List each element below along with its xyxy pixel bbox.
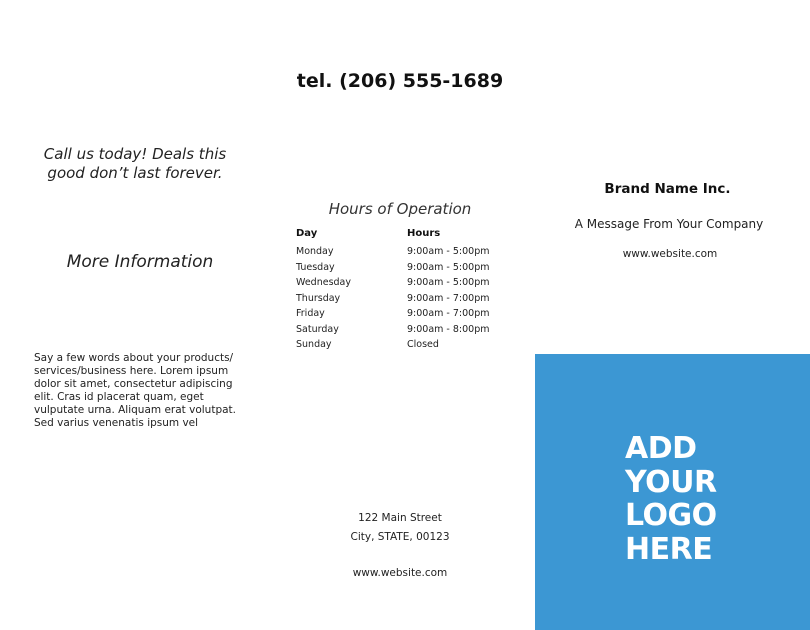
address-city-state: City, STATE, 00123	[350, 531, 450, 543]
blurb-line: services/business here. Lorem ipsum	[34, 365, 229, 377]
website-right: www.website.com	[622, 248, 718, 260]
hours-of-operation-title: Hours of Operation	[328, 200, 472, 218]
hours-row	[296, 337, 507, 353]
hours-row	[296, 275, 507, 291]
day-column-header: Day	[296, 228, 318, 239]
tagline-line-1: Call us today! Deals this	[43, 145, 227, 163]
tagline-line-2: good don’t last forever.	[47, 164, 223, 182]
logo-line: ADD	[625, 431, 697, 466]
address-street: 122 Main Street	[358, 512, 442, 524]
day-cell: Monday	[296, 246, 334, 258]
hours-row	[296, 291, 507, 307]
logo-placeholder	[535, 354, 810, 630]
hours-cell: 9:00am - 7:00pm	[407, 292, 490, 304]
logo-line: LOGO	[625, 498, 717, 533]
brand-name: Brand Name Inc.	[604, 181, 731, 197]
hours-header-row	[296, 228, 507, 244]
blurb-line: elit. Cras id placerat quam, eget	[34, 391, 204, 403]
company-message: A Message From Your Company	[574, 217, 764, 231]
blurb-line: vulputate urna. Aliquam erat volutpat.	[34, 404, 237, 416]
logo-line: YOUR	[625, 464, 717, 500]
hours-row	[296, 260, 507, 276]
hours-cell: Closed	[407, 339, 439, 351]
hours-cell: 9:00am - 5:00pm	[407, 277, 490, 289]
hours-row	[296, 306, 507, 322]
day-cell: Friday	[296, 308, 325, 320]
day-cell: Wednesday	[296, 277, 352, 289]
logo-placeholder-text	[625, 432, 725, 566]
day-cell: Sunday	[296, 339, 332, 351]
logo-line: HERE	[625, 531, 713, 567]
day-cell: Tuesday	[296, 261, 335, 273]
tagline	[20, 145, 250, 183]
hours-table	[296, 228, 507, 353]
business-description	[34, 352, 246, 430]
hours-row	[296, 322, 507, 338]
day-cell: Thursday	[296, 292, 341, 304]
hours-cell: 9:00am - 5:00pm	[407, 261, 490, 273]
blurb-line: dolor sit amet, consectetur adipiscing	[34, 378, 233, 390]
blurb-line: Sed varius venenatis ipsum vel	[34, 417, 199, 429]
hours-row	[296, 244, 507, 260]
day-cell: Saturday	[296, 323, 339, 335]
phone-number: tel. (206) 555-1689	[296, 70, 504, 92]
more-information-heading: More Information	[66, 252, 214, 272]
hours-cell: 9:00am - 8:00pm	[407, 323, 490, 335]
hours-cell: 9:00am - 7:00pm	[407, 308, 490, 320]
hours-cell: 9:00am - 5:00pm	[407, 246, 490, 258]
blurb-line: Say a few words about your products/	[34, 352, 234, 364]
website-center: www.website.com	[352, 567, 448, 579]
hours-column-header: Hours	[407, 228, 441, 239]
